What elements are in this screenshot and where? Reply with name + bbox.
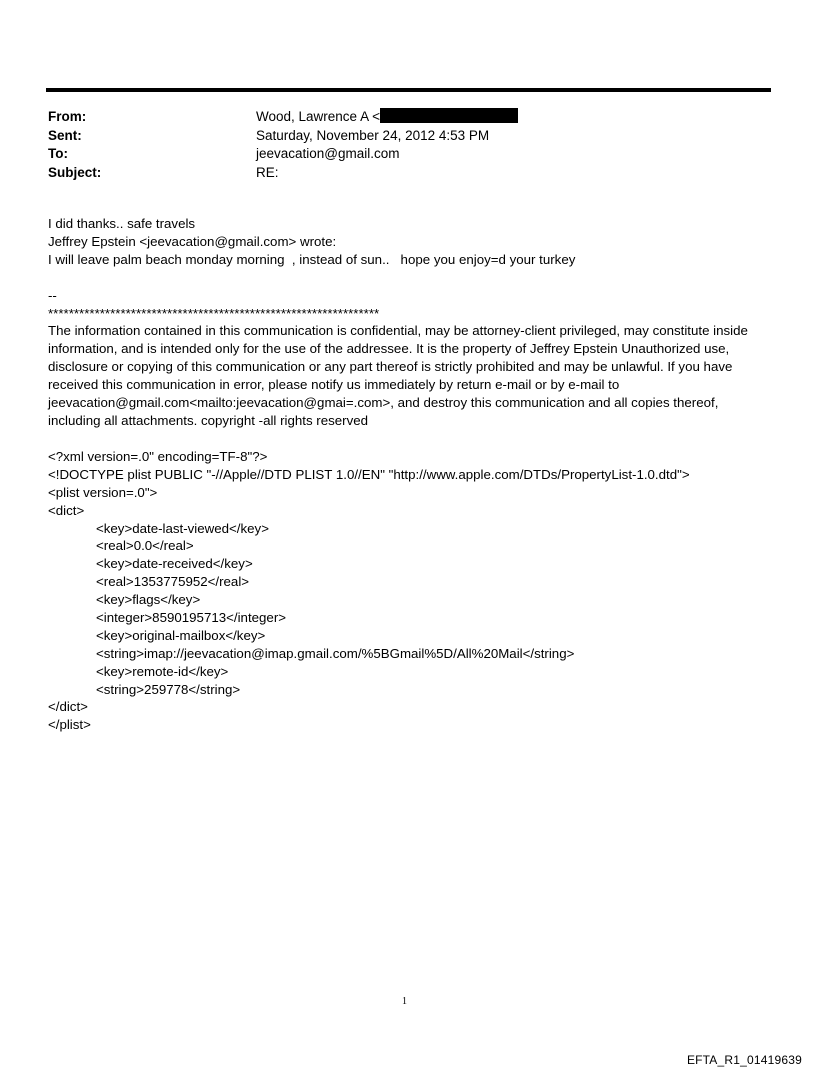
from-sender: Wood, Lawrence A < bbox=[256, 109, 380, 124]
subject-row bbox=[48, 164, 768, 183]
page-number: 1 bbox=[402, 996, 407, 1007]
to-row bbox=[48, 145, 768, 164]
plist-entry: <key>date-received</key> bbox=[96, 556, 253, 572]
plist-open: <plist version=.0"> bbox=[48, 484, 158, 500]
plist-entry: <integer>8590195713</integer> bbox=[96, 610, 287, 626]
plist-entry: <key>flags</key> bbox=[96, 592, 201, 608]
xml-declaration: <?xml version=.0" encoding=TF-8"?> bbox=[48, 449, 268, 464]
doctype-line: <!DOCTYPE plist PUBLIC "-//Apple//DTD PLIST 1.0//EN" "http://www.apple.com/DTDs/PropertyList-1.0.dtd"> bbox=[48, 466, 690, 482]
confidentiality-disclaimer: The information contained in this communication is confidential, may be attorney-client privileged, may constitute inside information, and is intended only for the use of the addressee. It is the property of Jeffrey Epstein Unauthorized use, disclosure or copying of this communication or any part thereof is strictly prohibited and may be unlawful. If you have received this communication in error, please notify us immediately by return e-mail or by e-mail to jeevacation@gmail.com<mailto:jeevacation@gmai=.com>, and destroy this communication and all copies thereof, including all attachments. copyright -all rights reserved bbox=[48, 323, 748, 428]
body-line bbox=[48, 269, 768, 287]
body-line: I did thanks.. safe travels bbox=[48, 216, 196, 231]
plist-entry: <real>0.0</real> bbox=[96, 538, 194, 554]
plist-entry: <key>original-mailbox</key> bbox=[96, 627, 266, 643]
header-rule bbox=[46, 88, 771, 92]
sent-label: Sent: bbox=[48, 127, 82, 143]
body-line: I will leave palm beach monday morning , instead of sun.. hope you enjoy=d your turkey bbox=[48, 252, 576, 267]
dict-open: <dict> bbox=[48, 502, 85, 518]
subject-value: RE: bbox=[256, 164, 279, 180]
plist-close: </plist> bbox=[48, 717, 91, 733]
plist-entry: <real>1353775952</real> bbox=[96, 574, 250, 590]
from-label: From: bbox=[48, 109, 87, 124]
plist-metadata bbox=[48, 448, 768, 734]
to-label: To: bbox=[48, 146, 68, 161]
message-body bbox=[48, 215, 768, 323]
plist-entry: <key>remote-id</key> bbox=[96, 663, 229, 679]
body-line: Jeffrey Epstein <jeevacation@gmail.com> wrote: bbox=[48, 234, 337, 249]
from-value bbox=[256, 108, 518, 127]
redaction-box bbox=[380, 108, 518, 123]
subject-label: Subject: bbox=[48, 164, 102, 180]
plist-entry: <string>imap://jeevacation@imap.gmail.com/%5BGmail%5D/All%20Mail</string> bbox=[96, 645, 575, 661]
signature-separator: **************************************************************** bbox=[48, 306, 380, 321]
plist-entry: <key>date-last-viewed</key> bbox=[96, 520, 269, 536]
body-line: -- bbox=[48, 288, 57, 303]
to-value: jeevacation@gmail.com bbox=[256, 146, 400, 161]
dict-close: </dict> bbox=[48, 699, 88, 715]
sent-value: Saturday, November 24, 2012 4:53 PM bbox=[256, 127, 490, 143]
plist-entry: <string>259778</string> bbox=[96, 681, 241, 697]
sent-row bbox=[48, 127, 768, 146]
bates-number: EFTA_R1_01419639 bbox=[686, 1053, 802, 1067]
from-row bbox=[48, 108, 768, 127]
email-header bbox=[48, 108, 768, 182]
